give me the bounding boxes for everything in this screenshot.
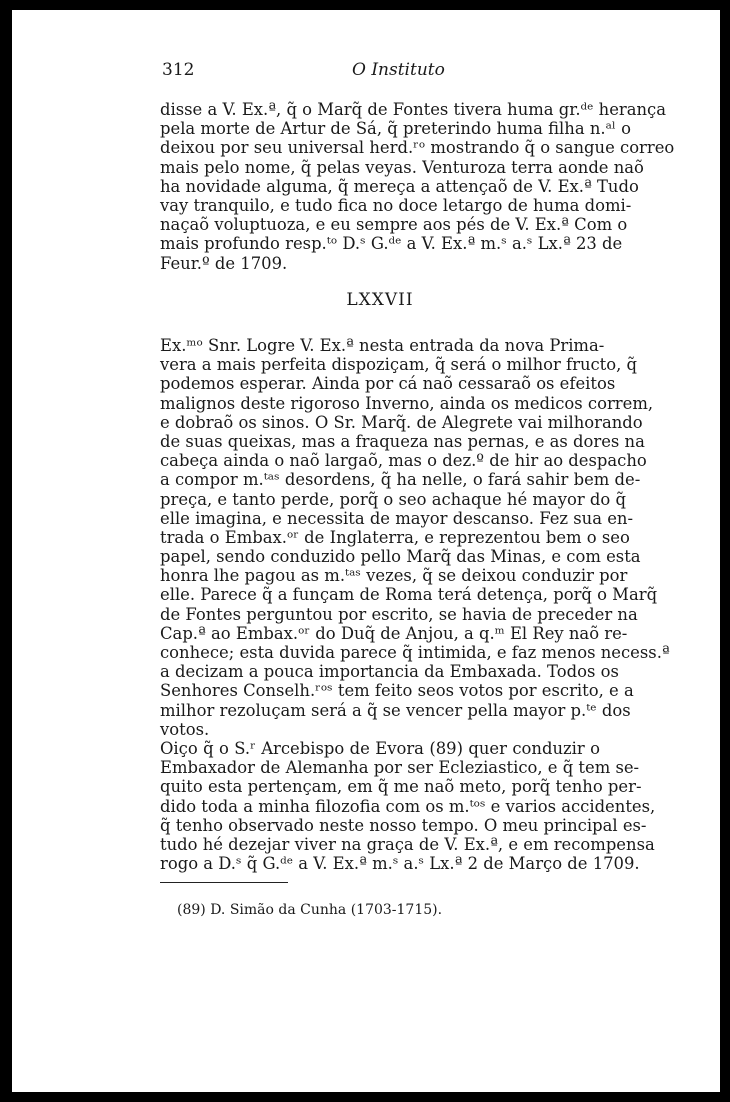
text-line: dido toda a minha filozofia com os m.ᵗᵒˢ e varios accidentes, — [160, 796, 656, 816]
text-line: vera a mais perfeita dispoziçam, q̃ será o milhor fructo, q̃ — [160, 355, 638, 375]
text-line: milhor rezoluçam será a q̃ se vencer pella mayor p.ᵗᵉ dos — [160, 700, 631, 720]
text-line: preça, e tanto perde, porq̃ o seo achaque hé mayor do q̃ — [160, 489, 626, 509]
text-line: malignos deste rigoroso Inverno, ainda os medicos correm, — [160, 393, 654, 413]
text-line: vay tranquilo, e tudo fica no doce letargo de huma domi- — [160, 195, 632, 215]
page-number: 312 — [162, 60, 195, 80]
text-line: votos. — [160, 719, 210, 739]
text-line: q̃ tenho observado neste nosso tempo. O meu principal es- — [160, 815, 647, 835]
text-line: quito esta pertençam, em q̃ me naõ meto, porq̃ tenho per- — [160, 777, 642, 797]
text-line: honra lhe pagou as m.ᵗᵃˢ vezes, q̃ se deixou conduzir por — [160, 566, 628, 586]
text-line: Ex.ᵐᵒ Snr. Logre V. Ex.ª nesta entrada da nova Prima- — [160, 336, 605, 355]
text-line: mais profundo resp.ᵗᵒ D.ˢ G.ᵈᵉ a V. Ex.ª m.ˢ a.ˢ Lx.ª 23 de — [160, 234, 623, 254]
text-line: rogo a D.ˢ q̃ G.ᵈᵉ a V. Ex.ª m.ˢ a.ˢ Lx.ª 2 de Março de 1709. — [160, 854, 640, 874]
text-line: papel, sendo conduzido pello Marq̃ das Minas, e com esta — [160, 547, 641, 567]
text-line: Oiço q̃ o S.ʳ Arcebispo de Evora (89) quer conduzir o — [160, 738, 600, 758]
text-line: conhece; esta duvida parece q̃ intimida, e faz menos necess.ª — [160, 643, 670, 662]
text-line: disse a V. Ex.ª, q̃ o Marq̃ de Fontes tivera huma gr.ᵈᵉ herança — [160, 100, 667, 119]
footnote-rule — [160, 882, 288, 883]
text-line: e dobraõ os sinos. O Sr. Marq̃. de Alegrete vai milhorando — [160, 412, 643, 432]
text-line: a decizam a pouca importancia da Embaxada. Todos os — [160, 662, 619, 682]
text-line: deixou por seu universal herd.ʳᵒ mostrando q̃ o sangue correo — [160, 138, 675, 158]
text-line: naçaõ voluptuoza, e eu sempre aos pés de V. Ex.ª Com o — [160, 215, 628, 235]
letter-ending-paragraph — [160, 100, 675, 273]
text-line: elle imagina, e necessita de mayor descanso. Fez sua en- — [160, 508, 633, 528]
footnote: (89) D. Simão da Cunha (1703-1715). — [177, 902, 443, 918]
letter-body — [160, 336, 670, 874]
text-line: Cap.ª ao Embax.ᵒʳ do Duq̃ de Anjou, a q.ᵐ El Rey naõ re- — [160, 623, 628, 643]
text-line: Feur.º de 1709. — [160, 253, 288, 273]
running-title: O Instituto — [352, 60, 445, 80]
text-line: mais pelo nome, q̃ pelas veyas. Venturoza terra aonde naõ — [160, 157, 644, 177]
text-line: ha novidade alguma, q̃ mereça a attençaõ de V. Ex.ª Tudo — [160, 176, 639, 196]
text-line: podemos esperar. Ainda por cá naõ cessaraõ os efeitos — [160, 374, 616, 394]
page-header — [162, 60, 582, 84]
text-line: pela morte de Artur de Sá, q̃ preterindo huma filha n.ᵃˡ o — [160, 119, 631, 139]
text-line: elle. Parece q̃ a funçam de Roma terá detença, porq̃ o Marq̃ — [160, 585, 658, 605]
text-line: cabeça ainda o naõ largaõ, mas o dez.º de hir ao despacho — [160, 451, 647, 471]
section-heading: LXXVII — [346, 290, 414, 310]
text-line: trada o Embax.ᵒʳ de Inglaterra, e reprezentou bem o seo — [160, 527, 630, 547]
text-line: de suas queixas, mas a fraqueza nas pernas, e as dores na — [160, 431, 645, 451]
text-line: de Fontes perguntou por escrito, se havia de preceder na — [160, 604, 638, 624]
text-line: a compor m.ᵗᵃˢ desordens, q̃ ha nelle, o fará sahir bem de- — [160, 470, 641, 490]
text-line: tudo hé dezejar viver na graça de V. Ex.ª, e em recompensa — [160, 834, 655, 854]
page — [12, 10, 720, 1092]
text-line: Senhores Conselh.ʳᵒˢ tem feito seos votos por escrito, e a — [160, 681, 634, 701]
text-line: Embaxador de Alemanha por ser Ecleziastico, e q̃ tem se- — [160, 758, 640, 778]
